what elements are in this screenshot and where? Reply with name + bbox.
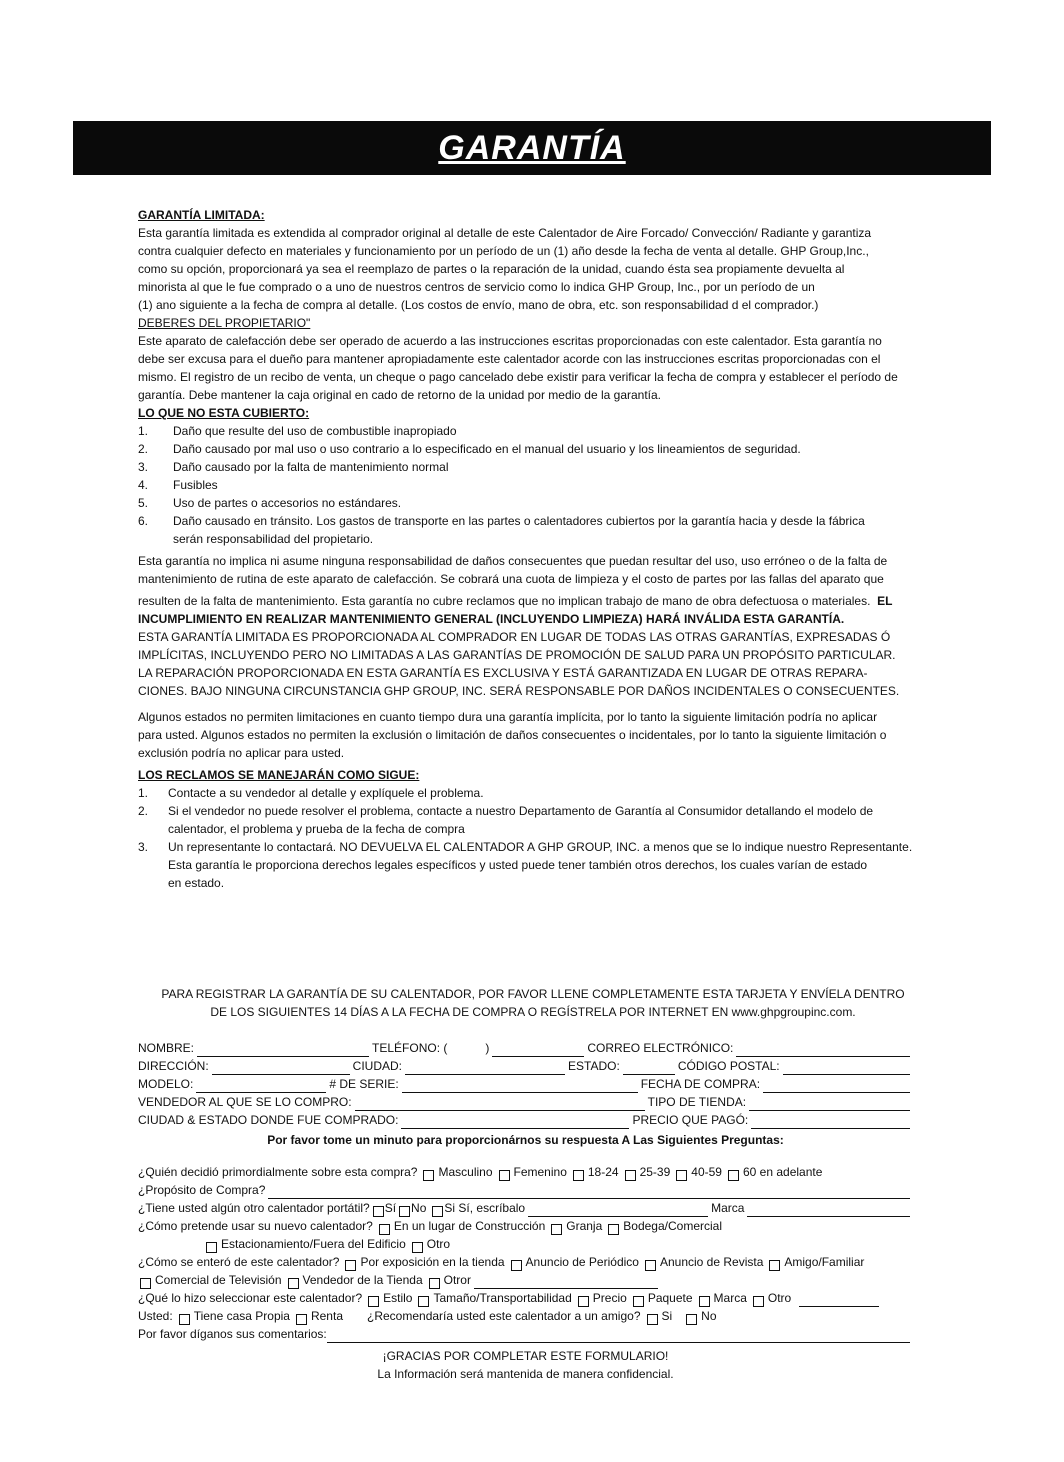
other-heater-field[interactable] <box>528 1203 708 1217</box>
owner-line: Este aparato de calefacción debe ser operado de acuerdo a las instrucciones escritas proporcionadas con este calentador. Esta garantía no <box>138 334 882 348</box>
checkbox-otro-uso[interactable] <box>412 1242 423 1253</box>
question-text: ¿Cómo pretende usar su nuevo calentador? <box>138 1219 373 1233</box>
survey-q6 <box>138 1289 913 1307</box>
item-text <box>168 838 950 892</box>
checkbox-precio[interactable] <box>578 1296 589 1307</box>
email-label: CORREO ELECTRÓNICO: <box>587 1041 734 1055</box>
states-line: exclusión podría no aplicar para usted. <box>138 746 345 760</box>
phone-paren: ) <box>485 1041 490 1055</box>
noliability-bold-line: INCUMPLIMIENTO EN REALIZAR MANTENIMIENTO GENERAL (INCLUYENDO LIMPIEZA) HARÁ INVÁLIDA ESTA GARANTÍA. <box>138 612 845 626</box>
model-label: MODELO: <box>138 1077 194 1091</box>
seller-field[interactable] <box>355 1097 645 1111</box>
option-label: Granja <box>566 1219 603 1233</box>
question-text: ¿Recomendaría usted este calentador a un amigo? <box>367 1309 641 1323</box>
store-type-field[interactable] <box>749 1097 910 1111</box>
form-row-city-state <box>138 1111 913 1129</box>
limited-line: contra cualquier defecto en materiales y funcionamiento por un período de un (1) año desde la fecha de venta al detalle. GHP Group,Inc., <box>138 244 869 258</box>
item-text-line: Si el vendedor no puede resolver el problema, contacte a nuestro Departamento de Garantía al Consumidor detallando el modelo de <box>168 804 874 818</box>
purpose-field[interactable] <box>268 1185 910 1199</box>
checkbox-estilo[interactable] <box>368 1296 379 1307</box>
item-number: 5. <box>138 496 149 510</box>
checkbox-femenino[interactable] <box>499 1170 510 1181</box>
item-number: 3. <box>138 840 149 854</box>
option-label: Otro <box>426 1237 451 1251</box>
form-row-address <box>138 1057 913 1075</box>
checkbox-bodega[interactable] <box>608 1224 619 1235</box>
state-field[interactable] <box>623 1061 675 1075</box>
owner-heading: DEBERES DEL PROPIETARIO" <box>138 316 311 330</box>
brand-field[interactable] <box>747 1203 910 1217</box>
warranty-text <box>138 206 950 892</box>
item-text <box>168 802 950 838</box>
checkbox-masculino[interactable] <box>423 1170 434 1181</box>
form-row-contact <box>138 1039 913 1057</box>
item-text: Contacte a su vendedor al detalle y explíquele el problema. <box>168 786 484 800</box>
item-number: 6. <box>138 514 149 528</box>
limited-line: minorista al que le fue comprado o a uno de nuestros centros de servicio como lo indica GHP Group, Inc., por un período de un <box>138 280 815 294</box>
registration-form <box>138 1039 913 1383</box>
state-label: ESTADO: <box>568 1059 620 1073</box>
price-field[interactable] <box>751 1115 910 1129</box>
purchase-location-label: CIUDAD & ESTADO DONDE FUE COMPRADO: <box>138 1113 399 1127</box>
address-label: DIRECCIÓN: <box>138 1059 209 1073</box>
option-label: Comercial de Televisión <box>155 1273 282 1287</box>
title-banner <box>73 121 991 175</box>
checkbox-paquete[interactable] <box>633 1296 644 1307</box>
survey-comments <box>138 1325 913 1343</box>
serial-field[interactable] <box>402 1079 638 1093</box>
option-label: Si <box>661 1309 673 1323</box>
phone-label: TELÉFONO: ( <box>372 1041 448 1055</box>
registration-line: PARA REGISTRAR LA GARANTÍA DE SU CALENTADOR, POR FAVOR LLENE COMPLETAMENTE ESTA TARJETA Y ENVÍELA DENTRO <box>161 987 905 1001</box>
option-label: Marca <box>713 1291 747 1305</box>
checkbox-25-39[interactable] <box>625 1170 636 1181</box>
checkbox-no[interactable] <box>399 1206 410 1217</box>
item-text: Daño que resulte del uso de combustible inapropiado <box>173 424 457 438</box>
option-label: Amigo/Familiar <box>784 1255 865 1269</box>
option-label: Vendedor de la Tienda <box>302 1273 423 1287</box>
list-item <box>138 838 950 892</box>
checkbox-revista[interactable] <box>645 1260 656 1271</box>
claims-list <box>138 784 950 892</box>
model-field[interactable] <box>196 1079 326 1093</box>
states-line: Algunos estados no permiten limitaciones en cuanto tiempo dura una garantía implícita, por lo tanto la siguiente limitación podría no aplicar <box>138 710 878 724</box>
option-label: Tiene casa Propia <box>193 1309 290 1323</box>
purchase-date-label: FECHA DE COMPRA: <box>640 1077 761 1091</box>
checkbox-marca[interactable] <box>699 1296 710 1307</box>
states-line: para usted. Algunos estados no permiten la exclusión o limitación de daños consecuentes o incidentales, por lo tanto la siguiente limitación o <box>138 728 887 742</box>
zip-field[interactable] <box>783 1061 910 1075</box>
item-number: 3. <box>138 460 149 474</box>
survey-q7 <box>138 1307 913 1325</box>
checkbox-television[interactable] <box>140 1278 151 1289</box>
item-text-line: en estado. <box>168 876 225 890</box>
seller-label: VENDEDOR AL QUE SE LO COMPRO: <box>138 1095 352 1109</box>
survey-q4-cont <box>138 1235 913 1253</box>
checkbox-vendedor[interactable] <box>288 1278 299 1289</box>
checkbox-renta[interactable] <box>296 1314 307 1325</box>
item-number: 1. <box>138 786 149 800</box>
item-text-line: Un representante lo contactará. NO DEVUELVA EL CALENTADOR A GHP GROUP, INC. a menos que se lo indique nuestro Representante. <box>168 840 913 854</box>
item-text-line: Daño causado en tránsito. Los gastos de transporte en las partes o calentadores cubiertos por la garantía hacia y desde la fábrica <box>173 514 865 528</box>
item-text: Daño causado por la falta de mantenimiento normal <box>173 460 449 474</box>
option-label: Estacionamiento/Fuera del Edificio <box>221 1237 406 1251</box>
option-label: Estilo <box>383 1291 413 1305</box>
question-text: ¿Qué lo hizo seleccionar este calentador? <box>138 1291 363 1305</box>
phone-field[interactable] <box>492 1043 584 1057</box>
option-label: Femenino <box>513 1165 567 1179</box>
city-label: CIUDAD: <box>352 1059 403 1073</box>
caps-line: IMPLÍCITAS, INCLUYENDO PERO NO LIMITADAS A LAS GARANTÍAS DE PROMOCIÓN DE SALUD PARA UN PROPÓSITO PARTICULAR. <box>138 648 896 662</box>
item-text <box>173 512 950 548</box>
option-label: En un lugar de Construcción <box>393 1219 546 1233</box>
zip-label: CÓDIGO POSTAL: <box>677 1059 780 1073</box>
option-label: Precio <box>592 1291 627 1305</box>
option-label: 25-39 <box>639 1165 671 1179</box>
confidential-text: La Información será mantenida de manera confidencial. <box>377 1367 674 1381</box>
owner-line: mismo. El registro de un recibo de venta, un cheque o pago cancelado debe existir para verificar la fecha de compra y establecer el período de <box>138 370 898 384</box>
brand-label: Marca <box>711 1201 745 1215</box>
checkbox-si[interactable] <box>373 1206 384 1217</box>
checkbox-18-24[interactable] <box>573 1170 584 1181</box>
option-label: Si Sí, escríbalo <box>444 1201 526 1215</box>
question-text: ¿Quién decidió primordialmente sobre esta compra? <box>138 1165 418 1179</box>
survey-q2 <box>138 1181 913 1199</box>
owner-line: debe ser excusa para el dueño para mantener apropiadamente este calentador acorde con las instrucciones escritas proporcionadas con el <box>138 352 881 366</box>
form-row-model <box>138 1075 913 1093</box>
purchase-location-field[interactable] <box>401 1115 629 1129</box>
checkbox-casa-propia[interactable] <box>179 1314 190 1325</box>
option-label: No <box>701 1309 717 1323</box>
address-field[interactable] <box>212 1061 350 1075</box>
survey-q4 <box>138 1217 913 1235</box>
survey-q1 <box>138 1163 913 1181</box>
notcovered-heading: LO QUE NO ESTA CUBIERTO: <box>138 406 310 420</box>
limited-line: (1) ano siguiente a la fecha de compra al detalle. (Los costos de envío, mano de obra, etc. son responsabilidad d el comprador.) <box>138 298 819 312</box>
limited-heading: GARANTÍA LIMITADA: <box>138 208 265 222</box>
list-item <box>138 422 950 440</box>
item-number: 1. <box>138 424 149 438</box>
email-field[interactable] <box>736 1043 910 1057</box>
option-label: Tamaño/Transportabilidad <box>433 1291 572 1305</box>
caps-line: ESTA GARANTÍA LIMITADA ES PROPORCIONADA AL COMPRADOR EN LUGAR DE TODAS LAS OTRAS GARANTÍAS, EXPRESADAS Ó <box>138 630 891 644</box>
option-label: No <box>411 1201 427 1215</box>
limited-line: como su opción, proporcionará ya sea el reemplazo de partes o la reparación de la unidad, cuando ésta sea propiamente devuelta al <box>138 262 845 276</box>
caps-line: CIONES. BAJO NINGUNA CIRCUNSTANCIA GHP GROUP, INC. SERÁ RESPONSABLE POR DAÑOS INCIDENTALES O CONSECUENTES. <box>138 684 900 698</box>
option-label: Renta <box>310 1309 343 1323</box>
question-text: ¿Cómo se enteró de este calentador? <box>138 1255 340 1269</box>
other-reason-field[interactable] <box>799 1293 879 1307</box>
noliability-bold-tail: EL <box>877 594 893 608</box>
noliability-line: Esta garantía no implica ni asume ninguna responsabilidad de daños consecuentes que puedan resultar del uso, uso erróneo o de la falta de <box>138 554 888 568</box>
option-label: 40-59 <box>691 1165 722 1179</box>
item-number: 2. <box>138 442 149 456</box>
store-type-label: TIPO DE TIENDA: <box>647 1095 747 1109</box>
purchase-date-field[interactable] <box>763 1079 910 1093</box>
option-label: Otro <box>767 1291 792 1305</box>
list-item <box>138 476 950 494</box>
checkbox-tamano[interactable] <box>418 1296 429 1307</box>
caps-line: LA REPARACIÓN PROPORCIONADA EN ESTA GARANTÍA ES EXCLUSIVA Y ESTÁ GARANTIZADA EN LUGAR DE OTRAS REPARA- <box>138 666 868 680</box>
list-item <box>138 494 950 512</box>
claims-heading: LOS RECLAMOS SE MANEJARÁN COMO SIGUE: <box>138 768 420 782</box>
comments-field[interactable] <box>327 1329 910 1343</box>
list-item <box>138 440 950 458</box>
option-label: Anuncio de Periódico <box>525 1255 639 1269</box>
question-text: ¿Tiene usted algún otro calentador portátil? <box>138 1201 370 1215</box>
page-title: GARANTÍA <box>438 128 626 167</box>
checkbox-recomienda-no[interactable] <box>686 1314 697 1325</box>
item-text-line: serán responsabilidad del propietario. <box>173 532 374 546</box>
checkbox-60-plus[interactable] <box>728 1170 739 1181</box>
name-field[interactable] <box>197 1043 369 1057</box>
survey-q5-cont <box>138 1271 913 1289</box>
survey-q3 <box>138 1199 913 1217</box>
item-text: Uso de partes o accesorios no estándares. <box>173 496 402 510</box>
checkbox-construccion[interactable] <box>379 1224 390 1235</box>
option-label: Anuncio de Revista <box>659 1255 764 1269</box>
option-label: 18-24 <box>587 1165 619 1179</box>
survey-q5 <box>138 1253 913 1271</box>
question-text: Usted: <box>138 1309 173 1323</box>
serial-label: # DE SERIE: <box>329 1077 399 1091</box>
thanks-text: ¡GRACIAS POR COMPLETAR ESTE FORMULARIO! <box>382 1349 669 1363</box>
checkbox-exposicion[interactable] <box>345 1260 356 1271</box>
item-text-line: Esta garantía le proporciona derechos legales específicos y usted puede tener también otros derechos, los cuales varían de estado <box>168 858 868 872</box>
checkbox-estacionamiento[interactable] <box>206 1242 217 1253</box>
checkbox-amigo[interactable] <box>769 1260 780 1271</box>
owner-line: garantía. Debe mantener la caja original en cado de retorno de la unidad por medio de la garantía. <box>138 388 662 402</box>
price-label: PRECIO QUE PAGÓ: <box>632 1113 749 1127</box>
noliability-line <box>138 592 950 610</box>
survey-prompt: Por favor tome un minuto para proporcionárnos su respuesta A Las Siguientes Preguntas: <box>267 1133 784 1147</box>
option-label: Paquete <box>647 1291 693 1305</box>
name-label: NOMBRE: <box>138 1041 195 1055</box>
comments-label: Por favor díganos sus comentarios: <box>138 1327 327 1341</box>
checkbox-granja[interactable] <box>551 1224 562 1235</box>
checkbox-periodico[interactable] <box>511 1260 522 1271</box>
item-text: Fusibles <box>173 478 218 492</box>
noliability-text: resulten de la falta de mantenimiento. Esta garantía no cubre reclamos que no implican trabajo de mano de obra defectuosa o materiales. <box>138 594 871 608</box>
checkbox-si-escribalo[interactable] <box>432 1206 443 1217</box>
option-label: Bodega/Comercial <box>623 1219 722 1233</box>
notcovered-list <box>138 422 950 548</box>
checkbox-recomienda-si[interactable] <box>647 1314 658 1325</box>
option-label: Sí <box>384 1201 397 1215</box>
list-item <box>138 512 950 548</box>
form-row-seller <box>138 1093 913 1111</box>
option-label: Masculino <box>438 1165 493 1179</box>
registration-line: DE LOS SIGUIENTES 14 DÍAS A LA FECHA DE COMPRA O REGÍSTRELA POR INTERNET EN www.ghpgroupinc.com. <box>210 1005 856 1019</box>
city-field[interactable] <box>405 1061 565 1075</box>
limited-line: Esta garantía limitada es extendida al comprador original al detalle de este Calentador de Aire Forcado/ Convección/ Radiante y garantiza <box>138 226 872 240</box>
item-number: 4. <box>138 478 149 492</box>
item-text: Daño causado por mal uso o uso contrario a lo especificado en el manual del usuario y los lineamientos de seguridad. <box>173 442 801 456</box>
list-item <box>138 802 950 838</box>
question-text: ¿Propósito de Compra? <box>138 1183 266 1197</box>
checkbox-otror[interactable] <box>429 1278 440 1289</box>
option-label: 60 en adelante <box>742 1165 823 1179</box>
checkbox-40-59[interactable] <box>676 1170 687 1181</box>
registration-notice <box>138 985 928 1021</box>
list-item <box>138 784 950 802</box>
option-label: Por exposición en la tienda <box>360 1255 505 1269</box>
checkbox-otro[interactable] <box>753 1296 764 1307</box>
list-item <box>138 458 950 476</box>
item-text-line: calentador, el problema y prueba de la fecha de compra <box>168 822 465 836</box>
other-source-field[interactable] <box>474 1275 658 1289</box>
noliability-line: mantenimiento de rutina de este aparato de calefacción. Se cobrará una cuota de limpieza y el costo de partes por las fallas del aparato que <box>138 572 884 586</box>
item-number: 2. <box>138 804 149 818</box>
option-label: Otror <box>443 1273 471 1287</box>
